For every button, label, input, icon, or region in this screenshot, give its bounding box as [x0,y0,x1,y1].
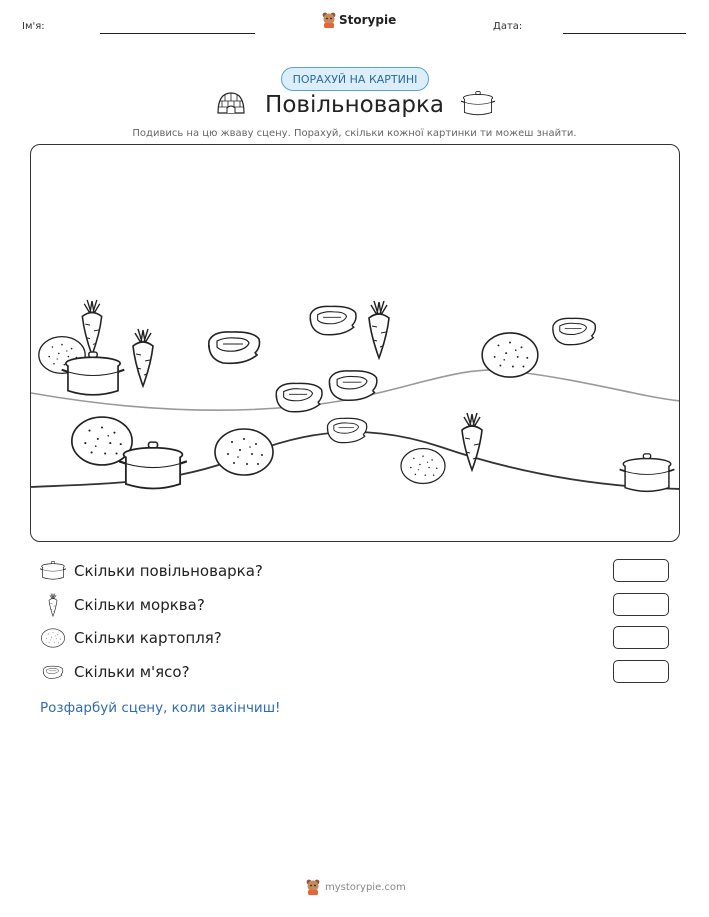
carrot-item [129,327,157,389]
date-line[interactable] [563,33,686,34]
name-label: Ім'я: [22,21,45,32]
answer-box-potato[interactable] [613,626,669,649]
potato-item [211,427,277,477]
potato-item [479,331,541,379]
carrot-item [78,299,106,357]
answer-box-meat[interactable] [613,660,669,683]
slow-cooker-icon [40,561,66,581]
footer [306,879,406,895]
meat-item [203,329,265,365]
brand-logo [322,12,396,28]
question-text: Скільки м'ясо? [74,663,190,681]
question-row-slow-cooker [40,559,263,583]
question-text: Скільки картопля? [74,629,222,647]
storypie-mascot-icon [306,879,320,895]
slow-cooker-item [119,441,187,493]
question-text: Скільки повільноварка? [74,562,263,580]
question-row-potato [40,626,222,650]
brand-name: Storypie [339,13,397,27]
date-label: Дата: [493,21,523,32]
meat-item [324,367,382,403]
storypie-mascot-icon [322,12,336,28]
count-badge: ПОРАХУЙ НА КАРТИНІ [281,67,429,91]
carrot-item [458,411,486,473]
meat-icon [41,664,65,680]
meat-item [271,379,327,415]
question-row-carrot [40,593,205,617]
potato-item [399,447,447,485]
instructions: Подивись на цю жваву сцену. Порахуй, скільки кожної картинки ти можеш знайти. [132,128,577,139]
page-title: Повільноварка [265,92,444,118]
carrot-icon [46,593,60,617]
answer-box-slow-cooker[interactable] [613,559,669,582]
question-row-meat [40,660,190,684]
answer-box-carrot[interactable] [613,593,669,616]
meat-item [305,303,361,337]
coloring-note: Розфарбуй сцену, коли закінчиш! [40,700,281,716]
carrot-item [365,300,393,360]
slow-cooker-icon [461,91,495,117]
meat-item [548,315,600,347]
counting-scene[interactable] [30,144,680,542]
name-line[interactable] [100,33,255,34]
question-text: Скільки морква? [74,596,205,614]
meat-item [323,415,371,445]
footer-url: mystorypie.com [325,881,406,893]
potato-icon [41,628,65,648]
slow-cooker-item [61,351,125,399]
slow-cooker-item [619,453,675,495]
